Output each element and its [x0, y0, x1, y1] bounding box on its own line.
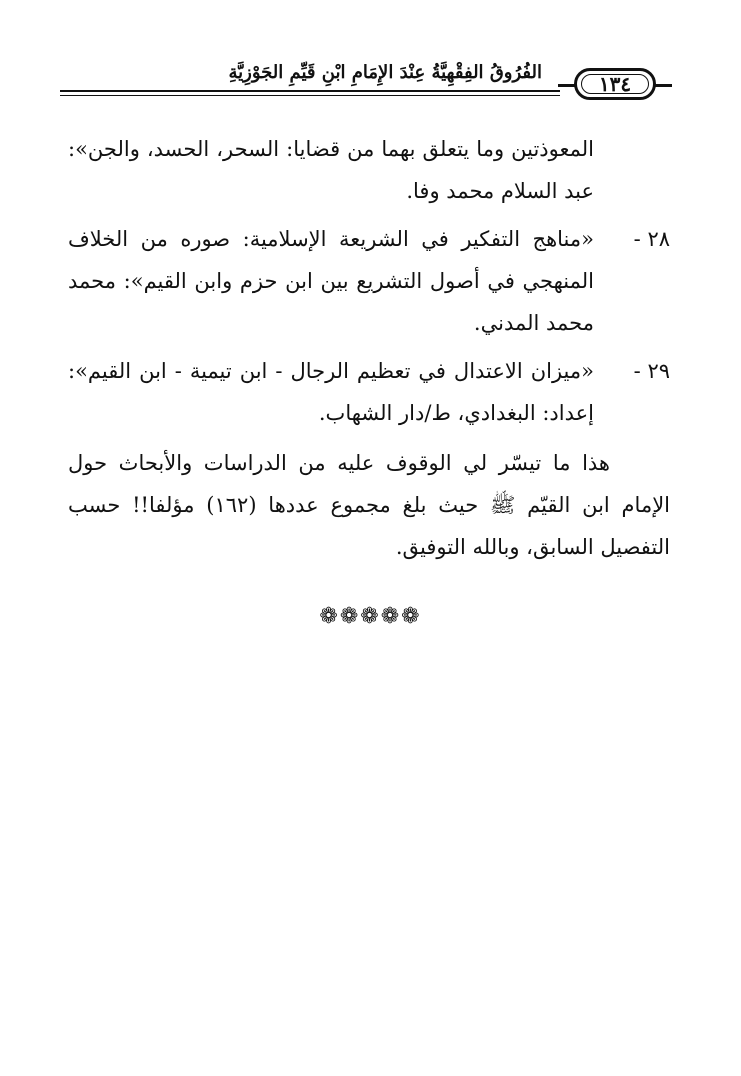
page-number-rule-right: [654, 84, 672, 87]
page-header: [60, 58, 672, 102]
bibliography-entry-28: [68, 218, 670, 344]
page-number: [574, 68, 656, 100]
header-rule-thin: [60, 95, 560, 96]
bibliography-entry-continued: [68, 128, 670, 212]
entry-text: «مناهج التفكير في الشريعة الإسلامية: صوره من الخلاف المنهجي في أصول التشريع بين ابن حزم وابن القيم»: محمد محمد المدني.: [68, 227, 594, 335]
section-end-ornament: ❁❁❁❁❁: [319, 604, 422, 629]
page-number-text: ١٣٤: [598, 72, 632, 96]
entry-text: المعوذتين وما يتعلق بهما من قضايا: السحر، الحسد، والجن»: عبد السلام محمد وفا.: [68, 137, 594, 203]
header-rule: [60, 90, 560, 92]
running-title: الفُرُوقُ الفِقْهِيَّةُ عِنْدَ الإِمَامِ ابْنِ قَيِّمِ الجَوْزِيَّةِ: [228, 62, 542, 83]
bibliography-entry-29: [68, 350, 670, 434]
entry-number: ٢٨ -: [633, 227, 670, 251]
entry-text: «ميزان الاعتدال في تعظيم الرجال - ابن تيمية - ابن القيم»: إعداد: البغدادي، ط/دار الشهاب.: [68, 359, 594, 425]
entry-number: ٢٩ -: [633, 359, 670, 383]
closing-paragraph: هذا ما تيسّر لي الوقوف عليه من الدراسات والأبحاث حول الإمام ابن القيّم ﷺ حيث بلغ مجموع عددها (١٦٢) مؤلفا!! حسب التفصيل السابق، وبالله التوفيق.: [68, 451, 670, 559]
page-body: [68, 128, 670, 568]
